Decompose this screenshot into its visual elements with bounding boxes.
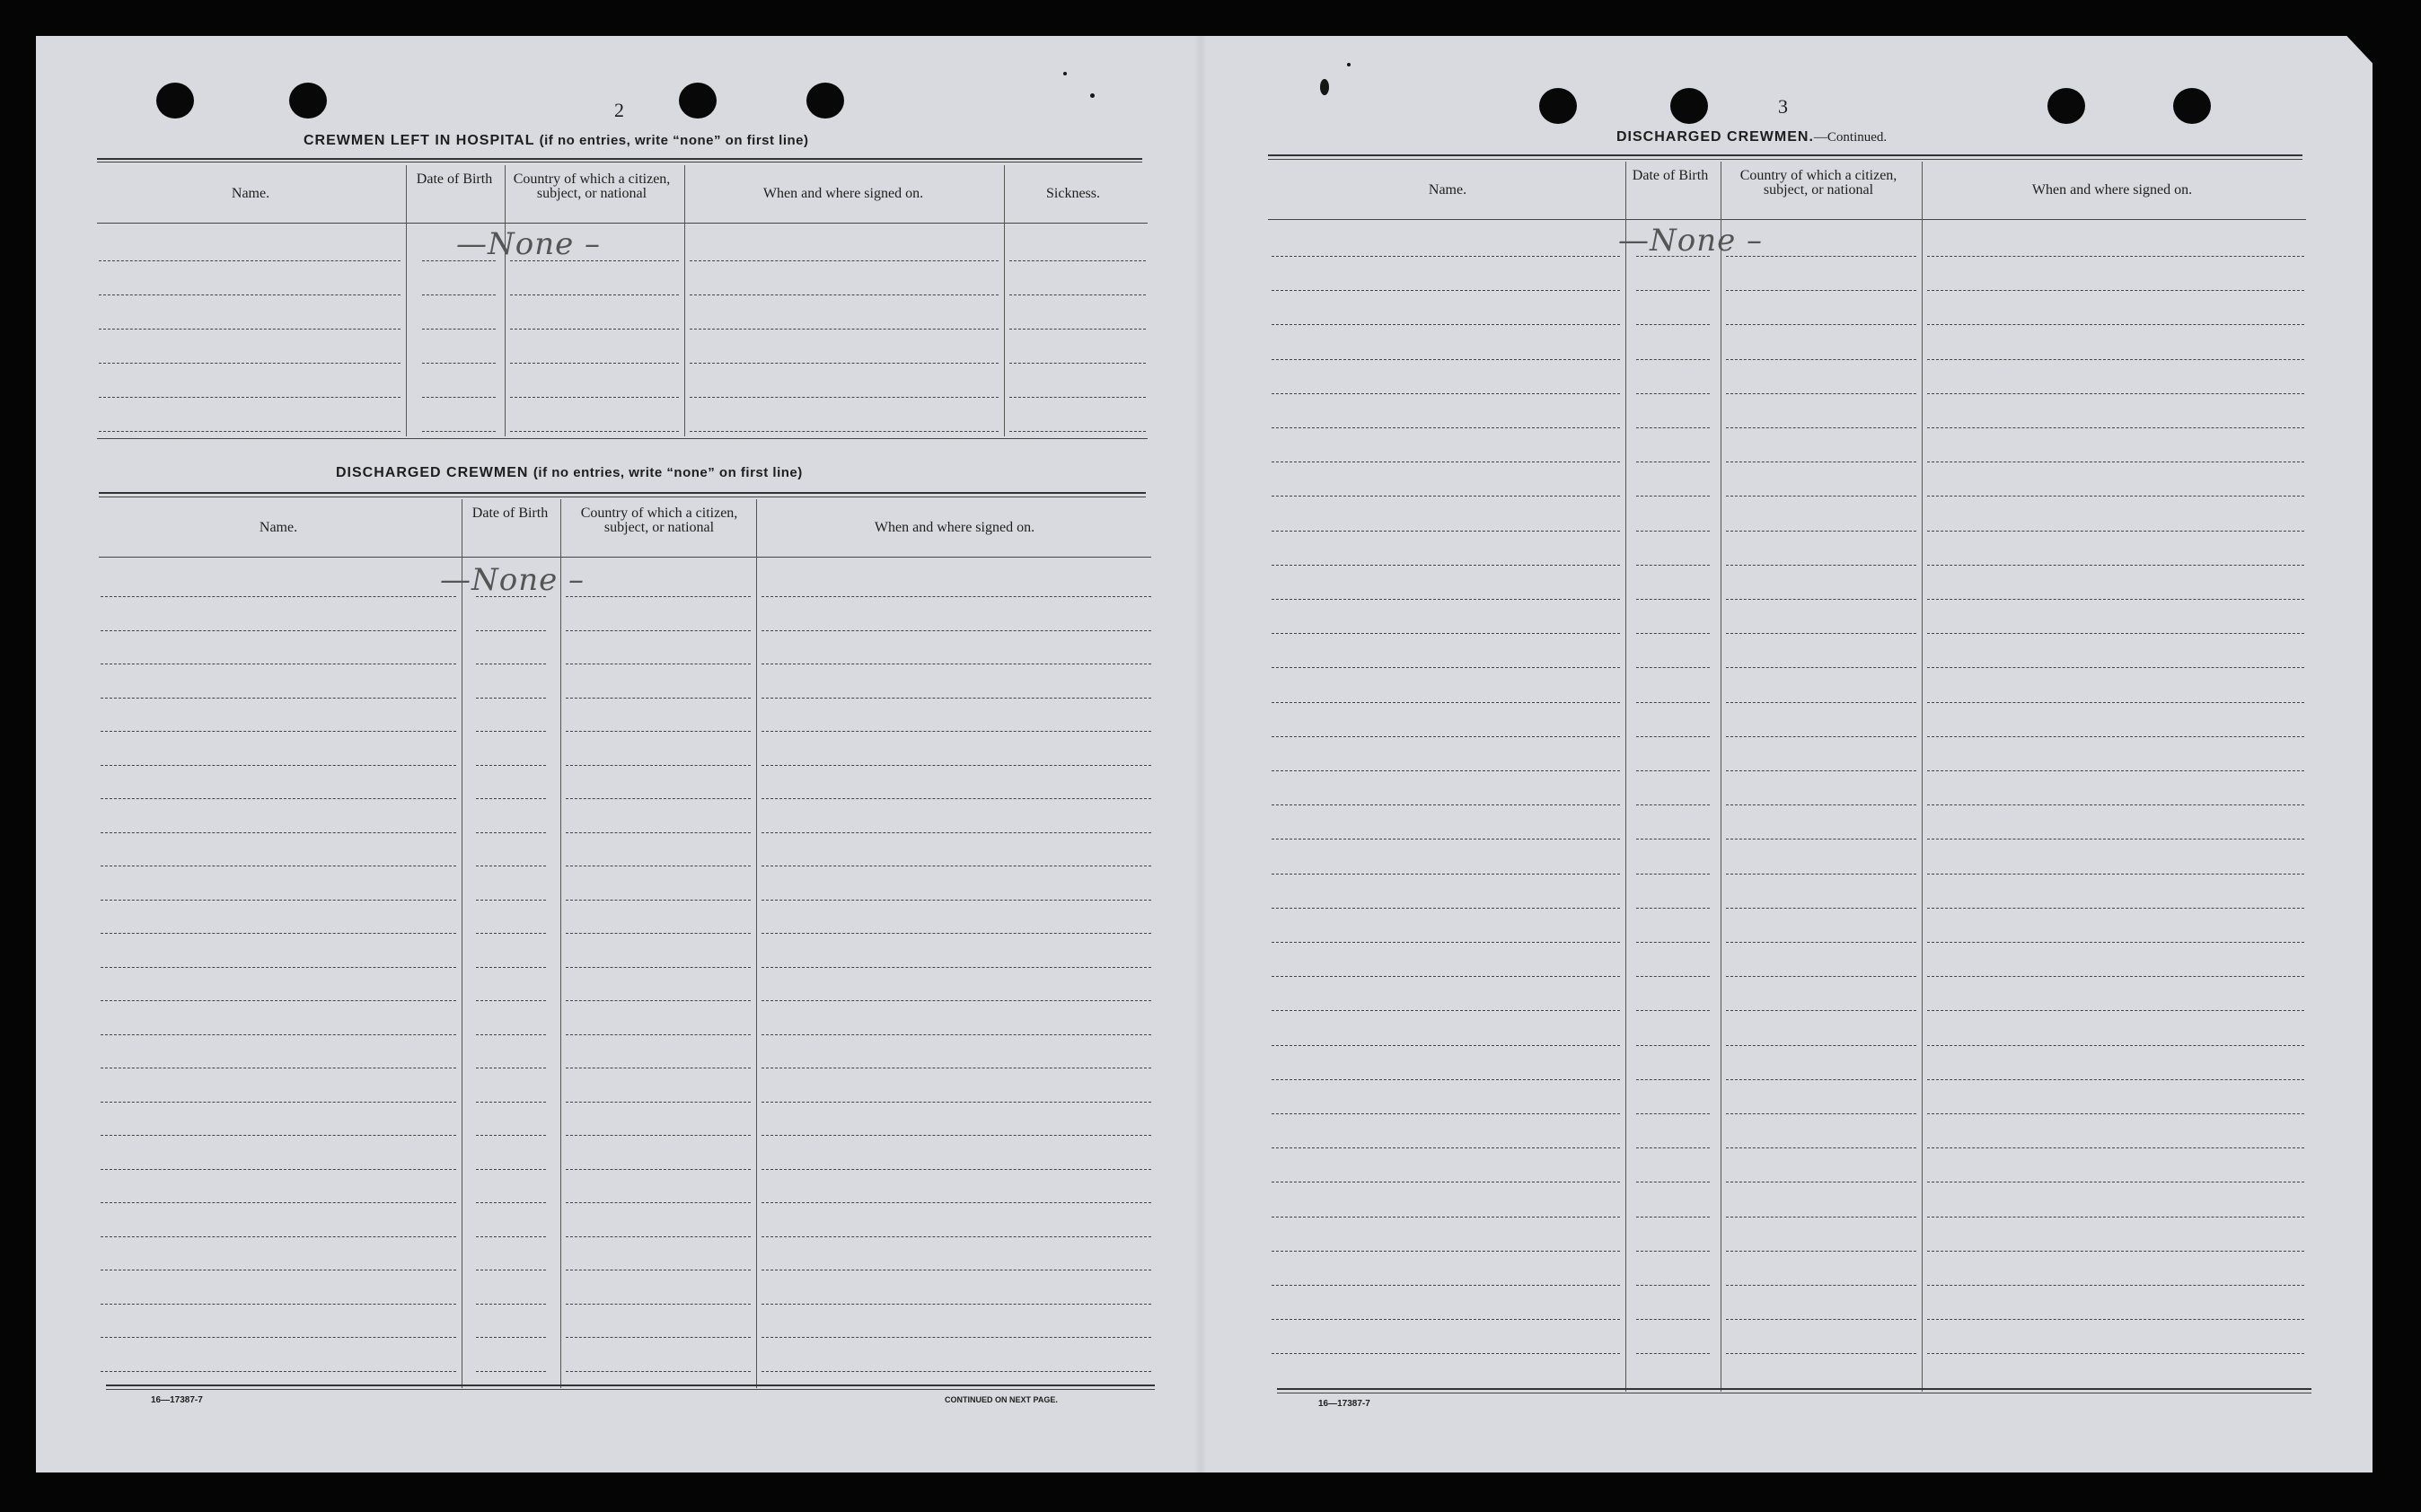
right-entry-line xyxy=(1726,1147,1916,1148)
right-entry-line xyxy=(1726,702,1916,703)
hospital-vline xyxy=(505,165,506,436)
hospital-entry-line xyxy=(99,329,401,330)
right-entry-line xyxy=(1726,359,1916,360)
right-entry-line xyxy=(1927,324,2304,325)
form-number: 16—17387-7 xyxy=(1318,1399,1370,1409)
discharged-entry-line xyxy=(101,698,456,699)
right-entry-line xyxy=(1927,1353,2304,1354)
right-entry-line xyxy=(1272,1079,1620,1080)
discharged-entry-line xyxy=(101,933,456,934)
discharged-entry-line xyxy=(762,1102,1151,1103)
right-entry-line xyxy=(1272,1045,1620,1046)
right-entry-line xyxy=(1272,531,1620,532)
right-entry-line xyxy=(1927,1217,2304,1218)
punch-hole-6 xyxy=(1670,88,1708,124)
discharged-entry-line xyxy=(101,596,456,597)
right-entry-line xyxy=(1927,976,2304,977)
right-entry-line xyxy=(1927,496,2304,497)
right-entry-line xyxy=(1636,324,1710,325)
right-entry-line xyxy=(1636,1251,1710,1252)
discharged-entry-line xyxy=(762,798,1151,799)
discharged-entry-line xyxy=(762,1000,1151,1001)
right-entry-line xyxy=(1636,1285,1710,1286)
discharged-entry-line xyxy=(101,900,456,901)
right-entry-line xyxy=(1927,1079,2304,1080)
discharged-entry-line xyxy=(101,967,456,968)
discharged-entry-line xyxy=(566,798,751,799)
discharged-entry-line xyxy=(566,1202,751,1203)
hospital-entry-line xyxy=(690,363,999,364)
right-col-country: Country of which a citizen, subject, or national xyxy=(1739,168,1897,198)
right-entry-line xyxy=(1927,942,2304,943)
discharged-col-name: Name. xyxy=(259,520,298,535)
discharged-col-dob: Date of Birth xyxy=(471,505,549,521)
discharged-col-country: Country of which a citizen, subject, or national xyxy=(580,505,738,535)
right-entry-line xyxy=(1636,667,1710,668)
right-entry-line xyxy=(1272,633,1620,634)
right-entry-line xyxy=(1927,702,2304,703)
right-entry-line xyxy=(1636,565,1710,566)
hospital-section-title xyxy=(304,133,809,149)
right-entry-line xyxy=(1636,1217,1710,1218)
hospital-entry-line xyxy=(510,329,679,330)
discharged-subtitle-text: (if no entries, write “none” on first line) xyxy=(533,465,803,480)
discharged-entry-line xyxy=(762,1034,1151,1035)
punch-hole-5 xyxy=(1539,88,1577,124)
right-entry-line xyxy=(1272,702,1620,703)
right-entry-line xyxy=(1726,1319,1916,1320)
discharged-entry-line xyxy=(101,1304,456,1305)
right-col-name: Name. xyxy=(1428,182,1467,198)
discharged-entry-line xyxy=(101,630,456,631)
discharged-entry-line xyxy=(762,698,1151,699)
punch-hole-4 xyxy=(806,83,844,119)
discharged-entry-line xyxy=(566,1371,751,1372)
discharged-entry-line xyxy=(762,1236,1151,1237)
right-entry-line xyxy=(1726,633,1916,634)
hospital-entry-line xyxy=(99,260,401,261)
discharged-bottom-rule-2 xyxy=(106,1389,1155,1390)
discharged-entry-line xyxy=(762,1337,1151,1338)
right-entry-line xyxy=(1272,359,1620,360)
discharged-entry-line xyxy=(101,1236,456,1237)
right-entry-line xyxy=(1636,976,1710,977)
right-entry-line xyxy=(1636,427,1710,428)
hospital-entry-line xyxy=(99,431,401,432)
right-entry-line xyxy=(1272,393,1620,394)
right-entry-line xyxy=(1726,770,1916,771)
hospital-col-dob: Date of Birth xyxy=(416,171,493,187)
discharged-entry-line xyxy=(566,731,751,732)
discharged-entry-line xyxy=(566,698,751,699)
discharged-entry-line xyxy=(566,1135,751,1136)
discharged-entry-line xyxy=(762,1135,1151,1136)
hospital-col-signed-on: When and where signed on. xyxy=(762,186,924,201)
right-entry-line xyxy=(1927,393,2304,394)
punch-hole-3 xyxy=(679,83,717,119)
right-entry-line xyxy=(1927,427,2304,428)
hospital-entry-line xyxy=(1009,294,1146,295)
discharged-entry-line xyxy=(762,933,1151,934)
discharged-continued-title xyxy=(1616,129,1887,145)
right-bottom-rule xyxy=(1277,1388,2311,1390)
punch-hole-2 xyxy=(289,83,327,119)
hospital-header-rule xyxy=(97,223,1148,224)
discharged-entry-line xyxy=(762,967,1151,968)
right-entry-line xyxy=(1726,427,1916,428)
hospital-entry-line xyxy=(99,363,401,364)
ink-speck xyxy=(1063,72,1067,75)
discharged-continued-subtitle: —Continued. xyxy=(1813,130,1888,145)
right-entry-line xyxy=(1272,736,1620,737)
right-entry-line xyxy=(1726,1079,1916,1080)
discharged-entry-line xyxy=(566,832,751,833)
hospital-handwritten-none: —None – xyxy=(456,226,602,262)
discharged-entry-line xyxy=(476,1169,546,1170)
right-entry-line xyxy=(1726,1045,1916,1046)
discharged-entry-line xyxy=(476,1034,546,1035)
discharged-vline xyxy=(756,499,757,1388)
right-entry-line xyxy=(1272,839,1620,840)
discharged-entry-line xyxy=(476,1236,546,1237)
discharged-entry-line xyxy=(762,900,1151,901)
discharged-entry-line xyxy=(476,933,546,934)
right-entry-line xyxy=(1272,496,1620,497)
right-entry-line xyxy=(1636,1319,1710,1320)
right-top-rule-2 xyxy=(1268,159,2302,160)
right-entry-line xyxy=(1272,1113,1620,1114)
discharged-handwritten-none: —None – xyxy=(440,562,585,598)
right-entry-line xyxy=(1272,427,1620,428)
discharged-entry-line xyxy=(476,798,546,799)
right-entry-line xyxy=(1726,736,1916,737)
discharged-entry-line xyxy=(101,731,456,732)
discharged-entry-line xyxy=(101,1102,456,1103)
right-entry-line xyxy=(1726,1217,1916,1218)
discharged-entry-line xyxy=(476,1135,546,1136)
hospital-entry-line xyxy=(510,431,679,432)
discharged-col-signed-on: When and where signed on. xyxy=(874,520,1035,535)
discharged-entry-line xyxy=(101,1000,456,1001)
hospital-entry-line xyxy=(690,329,999,330)
discharged-entry-line xyxy=(476,1304,546,1305)
right-entry-line xyxy=(1927,1147,2304,1148)
hospital-entry-line xyxy=(690,431,999,432)
ink-speck xyxy=(1320,79,1329,95)
right-entry-line xyxy=(1927,565,2304,566)
continued-note: CONTINUED ON NEXT PAGE. xyxy=(945,1395,1058,1404)
discharged-entry-line xyxy=(566,765,751,766)
right-entry-line xyxy=(1726,1010,1916,1011)
right-entry-line xyxy=(1636,633,1710,634)
hospital-bottom-rule xyxy=(97,438,1148,439)
hospital-title-text: CREWMEN LEFT IN HOSPITAL xyxy=(304,133,535,148)
right-entry-line xyxy=(1927,908,2304,909)
discharged-entry-line xyxy=(476,1371,546,1372)
right-entry-line xyxy=(1927,839,2304,840)
right-entry-line xyxy=(1927,1010,2304,1011)
hospital-col-name: Name. xyxy=(231,186,270,201)
right-entry-line xyxy=(1927,531,2304,532)
discharged-entry-line xyxy=(101,1371,456,1372)
hospital-subtitle-text: (if no entries, write “none” on first line) xyxy=(539,133,809,148)
right-entry-line xyxy=(1927,633,2304,634)
discharged-entry-line xyxy=(101,765,456,766)
discharged-entry-line xyxy=(566,1034,751,1035)
right-entry-line xyxy=(1272,565,1620,566)
right-entry-line xyxy=(1636,359,1710,360)
right-entry-line xyxy=(1927,1113,2304,1114)
page-number: 3 xyxy=(1778,95,1788,118)
discharged-entry-line xyxy=(566,1304,751,1305)
discharged-entry-line xyxy=(476,630,546,631)
right-entry-line xyxy=(1636,531,1710,532)
hospital-entry-line xyxy=(1009,397,1146,398)
punch-hole-7 xyxy=(2047,88,2085,124)
right-entry-line xyxy=(1636,1045,1710,1046)
discharged-entry-line xyxy=(101,1135,456,1136)
discharged-entry-line xyxy=(566,933,751,934)
discharged-title-text: DISCHARGED CREWMEN xyxy=(336,465,529,480)
right-entry-line xyxy=(1636,1353,1710,1354)
discharged-entry-line xyxy=(566,900,751,901)
right-col-signed-on: When and where signed on. xyxy=(2031,182,2193,198)
right-entry-line xyxy=(1272,908,1620,909)
right-entry-line xyxy=(1272,324,1620,325)
right-entry-line xyxy=(1726,874,1916,875)
right-entry-line xyxy=(1636,1113,1710,1114)
discharged-entry-line xyxy=(566,1337,751,1338)
right-entry-line xyxy=(1726,393,1916,394)
discharged-entry-line xyxy=(762,630,1151,631)
right-entry-line xyxy=(1726,804,1916,805)
discharged-entry-line xyxy=(762,596,1151,597)
right-entry-line xyxy=(1927,667,2304,668)
right-entry-line xyxy=(1272,976,1620,977)
discharged-entry-line xyxy=(762,1304,1151,1305)
hospital-top-rule xyxy=(97,158,1142,160)
discharged-top-rule xyxy=(99,492,1146,494)
right-entry-line xyxy=(1272,942,1620,943)
ink-speck xyxy=(1347,63,1351,66)
discharged-entry-line xyxy=(476,967,546,968)
hospital-entry-line xyxy=(690,397,999,398)
right-entry-line xyxy=(1726,324,1916,325)
right-entry-line xyxy=(1636,1079,1710,1080)
right-entry-line xyxy=(1272,599,1620,600)
right-entry-line xyxy=(1927,874,2304,875)
right-handwritten-none: —None – xyxy=(1618,223,1764,259)
hospital-entry-line xyxy=(690,260,999,261)
discharged-entry-line xyxy=(101,1169,456,1170)
right-entry-line xyxy=(1726,1285,1916,1286)
hospital-entry-line xyxy=(690,294,999,295)
discharged-entry-line xyxy=(476,1102,546,1103)
discharged-entry-line xyxy=(762,765,1151,766)
discharged-entry-line xyxy=(762,832,1151,833)
right-entry-line xyxy=(1272,256,1620,257)
hospital-entry-line xyxy=(1009,329,1146,330)
discharged-header-rule xyxy=(99,557,1151,558)
right-entry-line xyxy=(1636,702,1710,703)
right-entry-line xyxy=(1636,599,1710,600)
right-entry-line xyxy=(1272,804,1620,805)
right-entry-line xyxy=(1927,1045,2304,1046)
right-entry-line xyxy=(1726,565,1916,566)
discharged-entry-line xyxy=(566,967,751,968)
discharged-entry-line xyxy=(101,1337,456,1338)
center-fold xyxy=(1194,36,1207,1472)
right-entry-line xyxy=(1272,1147,1620,1148)
hospital-top-rule-2 xyxy=(97,162,1142,163)
discharged-entry-line xyxy=(101,1034,456,1035)
hospital-entry-line xyxy=(422,294,496,295)
right-entry-line xyxy=(1272,1010,1620,1011)
right-entry-line xyxy=(1726,942,1916,943)
right-entry-line xyxy=(1726,839,1916,840)
hospital-vline xyxy=(684,165,685,436)
right-entry-line xyxy=(1272,1217,1620,1218)
right-entry-line xyxy=(1927,1319,2304,1320)
hospital-vline xyxy=(1004,165,1005,436)
right-entry-line xyxy=(1636,393,1710,394)
discharged-entry-line xyxy=(566,630,751,631)
discharged-entry-line xyxy=(762,1169,1151,1170)
right-top-rule xyxy=(1268,154,2302,156)
right-entry-line xyxy=(1726,1251,1916,1252)
discharged-entry-line xyxy=(101,832,456,833)
right-entry-line xyxy=(1272,667,1620,668)
right-entry-line xyxy=(1726,290,1916,291)
discharged-entry-line xyxy=(476,1000,546,1001)
right-entry-line xyxy=(1272,1285,1620,1286)
hospital-entry-line xyxy=(99,397,401,398)
discharged-vline xyxy=(560,499,561,1388)
discharged-entry-line xyxy=(566,1000,751,1001)
right-entry-line xyxy=(1927,736,2304,737)
discharged-entry-line xyxy=(476,731,546,732)
right-entry-line xyxy=(1272,874,1620,875)
ink-speck xyxy=(1090,93,1095,98)
right-entry-line xyxy=(1272,1319,1620,1320)
right-entry-line xyxy=(1636,290,1710,291)
discharged-entry-line xyxy=(566,1169,751,1170)
right-entry-line xyxy=(1636,736,1710,737)
right-entry-line xyxy=(1726,1113,1916,1114)
discharged-entry-line xyxy=(101,798,456,799)
discharged-entry-line xyxy=(762,1202,1151,1203)
right-entry-line xyxy=(1272,1251,1620,1252)
hospital-entry-line xyxy=(510,294,679,295)
hospital-entry-line xyxy=(422,329,496,330)
right-entry-line xyxy=(1636,874,1710,875)
right-entry-line xyxy=(1636,496,1710,497)
right-entry-line xyxy=(1726,1353,1916,1354)
right-entry-line xyxy=(1927,1285,2304,1286)
hospital-entry-line xyxy=(1009,260,1146,261)
right-entry-line xyxy=(1726,908,1916,909)
right-header-rule xyxy=(1268,219,2306,220)
discharged-entry-line xyxy=(476,1202,546,1203)
right-entry-line xyxy=(1636,1147,1710,1148)
right-entry-line xyxy=(1927,770,2304,771)
discharged-entry-line xyxy=(101,1202,456,1203)
discharged-entry-line xyxy=(476,832,546,833)
right-entry-line xyxy=(1272,1353,1620,1354)
hospital-entry-line xyxy=(422,397,496,398)
right-entry-line xyxy=(1927,599,2304,600)
page-number: 2 xyxy=(614,99,624,121)
right-entry-line xyxy=(1636,770,1710,771)
right-entry-line xyxy=(1636,908,1710,909)
right-entry-line xyxy=(1927,359,2304,360)
right-entry-line xyxy=(1272,770,1620,771)
hospital-entry-line xyxy=(99,294,401,295)
right-vline xyxy=(1922,162,1923,1392)
right-entry-line xyxy=(1636,804,1710,805)
right-entry-line xyxy=(1636,942,1710,943)
right-entry-line xyxy=(1726,667,1916,668)
hospital-entry-line xyxy=(1009,363,1146,364)
discharged-continued-title-text: DISCHARGED CREWMEN. xyxy=(1616,129,1814,145)
right-entry-line xyxy=(1272,290,1620,291)
right-col-dob: Date of Birth xyxy=(1632,168,1709,183)
discharged-entry-line xyxy=(476,1337,546,1338)
discharged-entry-line xyxy=(762,1371,1151,1372)
right-entry-line xyxy=(1927,290,2304,291)
discharged-entry-line xyxy=(476,698,546,699)
right-entry-line xyxy=(1927,1251,2304,1252)
punch-hole-8 xyxy=(2173,88,2211,124)
right-entry-line xyxy=(1636,839,1710,840)
hospital-entry-line xyxy=(510,363,679,364)
form-number: 16—17387-7 xyxy=(151,1395,203,1405)
punch-hole-1 xyxy=(156,83,194,119)
right-vline xyxy=(1625,162,1626,1392)
right-entry-line xyxy=(1726,496,1916,497)
hospital-entry-line xyxy=(422,363,496,364)
discharged-entry-line xyxy=(762,731,1151,732)
discharged-entry-line xyxy=(566,1236,751,1237)
discharged-entry-line xyxy=(566,596,751,597)
hospital-entry-line xyxy=(422,431,496,432)
right-entry-line xyxy=(1726,976,1916,977)
discharged-entry-line xyxy=(566,1102,751,1103)
discharged-bottom-rule xyxy=(106,1385,1155,1386)
discharged-entry-line xyxy=(476,765,546,766)
discharged-section-title xyxy=(336,465,803,481)
right-entry-line xyxy=(1726,599,1916,600)
right-entry-line xyxy=(1636,1010,1710,1011)
discharged-entry-line xyxy=(476,900,546,901)
right-entry-line xyxy=(1927,804,2304,805)
hospital-col-sickness: Sickness. xyxy=(1046,186,1100,201)
hospital-col-country: Country of which a citizen, subject, or national xyxy=(513,171,671,201)
hospital-vline xyxy=(406,165,407,436)
right-entry-line xyxy=(1726,531,1916,532)
hospital-entry-line xyxy=(1009,431,1146,432)
hospital-entry-line xyxy=(510,397,679,398)
right-entry-line xyxy=(1927,256,2304,257)
